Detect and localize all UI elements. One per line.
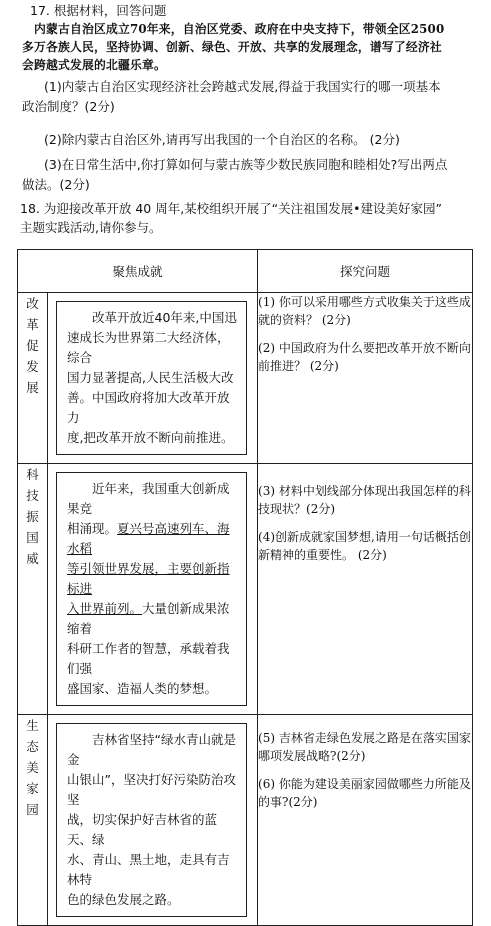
- table-row: [18, 715, 473, 926]
- row-content: 吉林省坚持“绿水青山就是金 山银山”，坚决打好污染防治攻坚 战，切实保护好吉林省的蓝天、绿 水、青山、黑土地，走具有吉林特 色的绿色发展之路。: [48, 715, 258, 926]
- question-6: (6) 你能为建设美丽家园做哪些力所能及的事?(2分): [258, 777, 471, 809]
- q17-sub3-line-2: 做法。(2分): [22, 177, 90, 192]
- table-header-row: [18, 250, 473, 293]
- header-questions: 探究问题: [258, 250, 473, 293]
- row-questions: [258, 715, 473, 926]
- row-label: 改 革 促 发 展: [18, 293, 48, 464]
- row-content: 改革开放近40年来,中国迅 速成长为世界第二大经济体，综合 国力显著提高,人民生活极大改 善。中国政府将加大改革开放力 度,把改革开放不断向前推进。: [48, 293, 258, 464]
- question-3: (3) 材料中划线部分体现出我国怎样的科技现状？(2分): [258, 484, 471, 516]
- q17-material-line-1: 内蒙古自治区成立70年来，自治区党委、政府在中央支持下，带领全区2500: [34, 22, 445, 36]
- table-row: [18, 464, 473, 715]
- q17-material-line-2: 多万各族人民，坚持协调、创新、绿色、开放、共享的发展理念，谱写了经济社: [22, 40, 442, 54]
- row-label: 科 技 振 国 威: [18, 464, 48, 715]
- row-content: 近年来，我国重大创新成果竞 相涌现。夏兴号高速列车、海水稻 等引领世界发展，主要创新指标进 入世界前列。大量创新成果浓缩着 科研工作者的智慧，承载着我们强 盛国家、造福人类的梦想。: [48, 464, 258, 715]
- q17-heading: 17. 根据材料，回答问题: [30, 3, 167, 18]
- question-5: (5) 吉林省走绿色发展之路是在落实国家哪项发展战略?(2分): [258, 731, 471, 763]
- q18-intro-line-2: 主题实践活动,请你参与。: [20, 220, 162, 235]
- q17-sub3-line-1: (3)在日常生活中,你打算如何与蒙古族等少数民族同胞和睦相处?写出两点: [44, 157, 448, 172]
- row-questions: [258, 293, 473, 464]
- row-label: 生 态 美 家 园: [18, 715, 48, 926]
- row-questions: [258, 464, 473, 715]
- q17-sub1-line-2: 政治制度？(2分): [22, 99, 115, 114]
- question-2: (2) 中国政府为什么要把改革开放不断向前推进？ (2分): [258, 341, 471, 373]
- question-4: (4)创新成就家国梦想,请用一句话概括创新精神的重要性。 (2分): [258, 530, 471, 562]
- q18-intro-line-1: 18. 为迎接改革开放 40 周年,某校组织开展了“关注祖国发展•建设美好家园”: [20, 201, 443, 216]
- table-row: [18, 293, 473, 464]
- header-achievements: 聚焦成就: [18, 250, 258, 293]
- achievements-table: [17, 249, 473, 926]
- q17-sub1-line-1: (1)内蒙古自治区实现经济社会跨越式发展,得益于我国实行的哪一项基本: [44, 79, 441, 94]
- question-1: (1) 你可以采用哪些方式收集关于这些成就的资料？ (2分): [258, 295, 471, 327]
- q17-sub2-line-1: (2)除内蒙古自治区外,请再写出我国的一个自治区的名称。 (2分): [44, 132, 400, 147]
- q17-material-line-3: 会跨越式发展的北疆乐章。: [22, 58, 166, 72]
